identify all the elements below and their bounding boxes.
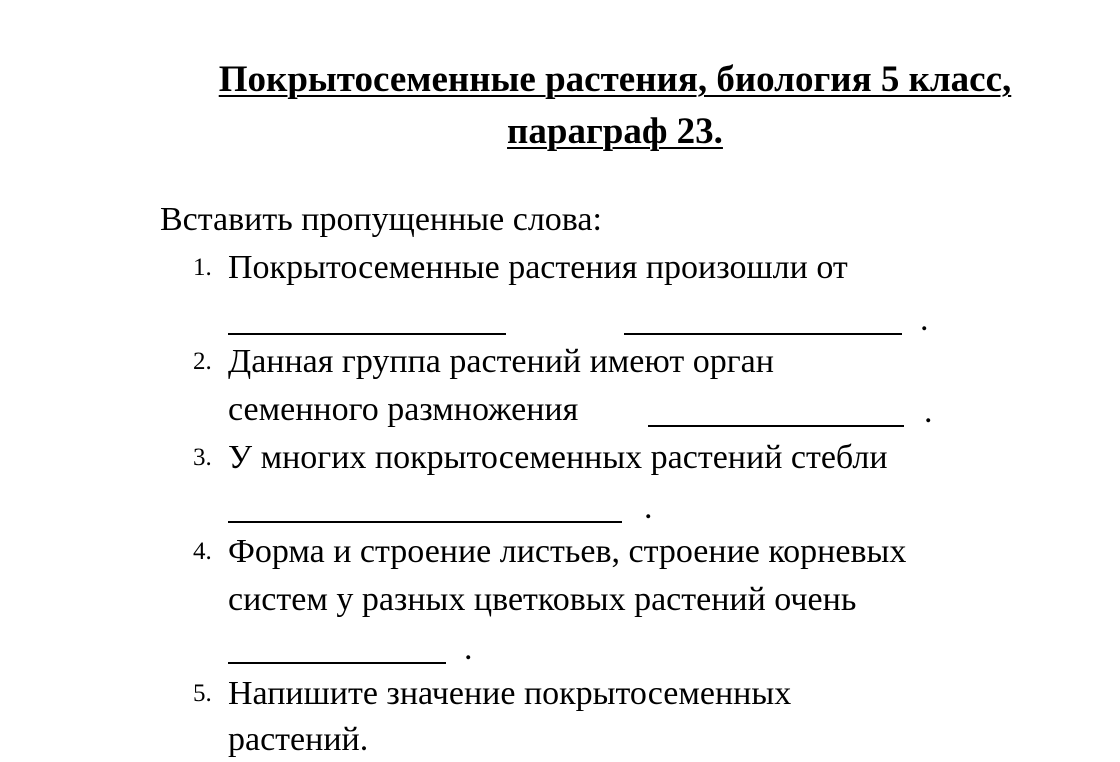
item-end-period: . xyxy=(920,301,929,338)
item-end-period: . xyxy=(924,393,933,430)
item-text-line: систем у разных цветковых растений очень xyxy=(228,581,857,618)
answer-blank[interactable] xyxy=(648,425,904,427)
page-title: Покрытосеменные растения, биология 5 класс, параграф 23. xyxy=(218,59,1012,152)
answer-blank[interactable] xyxy=(228,333,506,335)
item-text-line: растений. xyxy=(228,721,369,758)
item-number: 3. xyxy=(193,444,212,471)
item-number: 1. xyxy=(193,254,212,281)
item-text-line: Напишите значение покрытосеменных xyxy=(228,675,792,712)
item-end-period: . xyxy=(464,630,473,667)
item-number: 5. xyxy=(193,680,212,707)
item-text-line: У многих покрытосеменных растений стебли xyxy=(228,439,888,476)
answer-blank[interactable] xyxy=(228,662,446,664)
answer-blank[interactable] xyxy=(624,333,902,335)
instruction-text: Вставить пропущенные слова: xyxy=(160,201,602,238)
item-end-period: . xyxy=(644,489,653,526)
item-text-line: Форма и строение листьев, строение корневых xyxy=(228,533,907,570)
item-number: 4. xyxy=(193,538,212,565)
item-text-line: Покрытосеменные растения произошли от xyxy=(228,249,848,286)
item-number: 2. xyxy=(193,348,212,375)
item-text-line: Данная группа растений имеют орган xyxy=(228,343,774,380)
answer-blank[interactable] xyxy=(228,521,622,523)
item-text-line: семенного размножения xyxy=(228,391,579,428)
